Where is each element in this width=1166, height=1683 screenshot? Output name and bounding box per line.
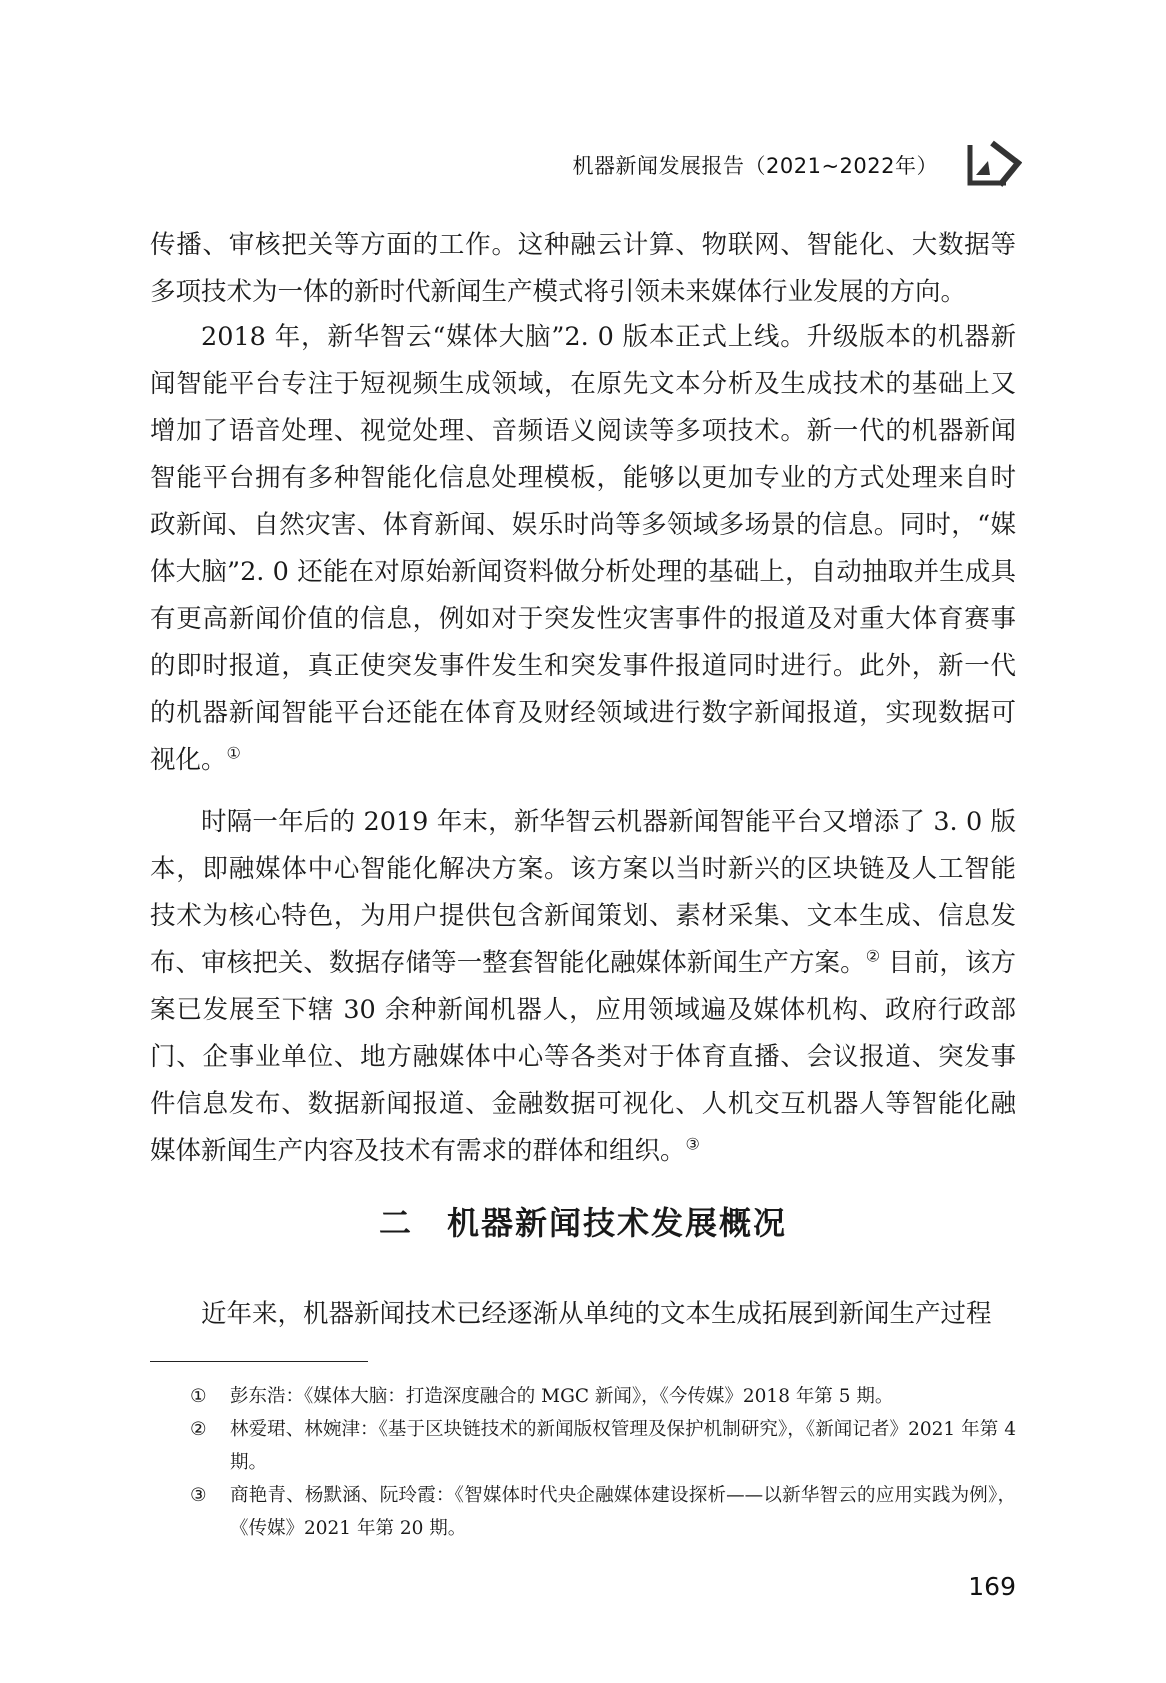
paragraph-3a-text: 时隔一年后的 2019 年末，新华智云机器新闻智能平台又增添了 3. 0 版本，即融媒体中心智能化解决方案。该方案以当时新兴的区块链及人工智能技术为核心特色，为用户提供包含新闻策划、素材采集、文本生成、信息发布、审核把关、数据存储等一整套智能化融媒体新闻生产方案。 [150,807,1016,978]
running-header-title: 机器新闻发展报告（2021~2022年） [572,154,938,178]
paragraph-1: 传播、审核把关等方面的工作。这种融云计算、物联网、智能化、大数据等多项技术为一体的新时代新闻生产模式将引领未来媒体行业发展的方向。 [150,230,1016,307]
footnote-text: 商艳青、杨默涵、阮玲霞：《智媒体时代央企融媒体建设探析——以新华智云的应用实践为例》，《传媒》2021 年第 20 期。 [230,1485,1016,1539]
section-heading [0,1198,1166,1244]
paragraph-3b-text: 目前，该方案已发展至下辖 30 余种新闻机器人，应用领域遍及媒体机构、政府行政部门、企事业单位、地方融媒体中心等各类对于体育直播、会议报道、突发事件信息发布、数据新闻报道、金融数据可视化、人机交互机器人等智能化融媒体新闻生产内容及技术有需求的群体和组织。 [150,948,1016,1166]
footnote-mark: ① [190,1386,207,1407]
paragraph-2-text: 2018 年，新华智云“媒体大脑”2. 0 版本正式上线。升级版本的机器新闻智能平台专注于短视频生成领域，在原先文本分析及生成技术的基础上又增加了语音处理、视觉处理、音频语义阅读等多项技术。新一代的机器新闻智能平台拥有多种智能化信息处理模板，能够以更加专业的方式处理来自时政新闻、自然灾害、体育新闻、娱乐时尚等多领域多场景的信息。同时，“媒体大脑”2. 0 还能在对原始新闻资料做分析处理的基础上，自动抽取并生成具有更高新闻价值的信息，例如对于突发性灾害事件的报道及对重大体育赛事的即时报道，真正使突发事件发生和突发事件报道同时进行。此外，新一代的机器新闻智能平台还能在体育及财经领域进行数字新闻报道，实现数据可视化。 [150,322,1016,775]
paragraph-section-intro [150,1291,1016,1338]
footnote-mark: ② [190,1419,207,1440]
paragraph-3 [150,799,1016,1175]
paragraph-continuation [150,222,1016,316]
footnote-ref-2[interactable]: ② [865,946,881,966]
publisher-logo-icon [966,139,1022,187]
section-number: 二 [378,1204,413,1242]
footnote-text: 彭东浩：《媒体大脑：打造深度融合的 MGC 新闻》，《今传媒》2018 年第 5 期。 [230,1386,894,1407]
section-title-text: 机器新闻技术发展概况 [447,1204,788,1242]
page-number: 169 [968,1572,1016,1601]
footnotes [150,1380,1016,1545]
paragraph-version-3 [150,799,1016,1175]
paragraph-4: 近年来，机器新闻技术已经逐渐从单纯的文本生成拓展到新闻生产过程 [201,1299,992,1329]
footnote-item [150,1413,1016,1479]
footnote-divider [150,1361,368,1362]
footnote-ref-3[interactable]: ③ [685,1134,700,1154]
footnote-ref-1[interactable]: ① [226,743,241,763]
footnote-text: 林爱珺、林婉津：《基于区块链技术的新闻版权管理及保护机制研究》，《新闻记者》2021 年第 4 期。 [230,1419,1016,1473]
footnote-mark: ③ [190,1485,207,1506]
footnote-item [150,1479,1016,1545]
footnote-item [150,1380,1016,1413]
paragraph-2 [150,314,1016,784]
paragraph-media-brain-2 [150,314,1016,784]
